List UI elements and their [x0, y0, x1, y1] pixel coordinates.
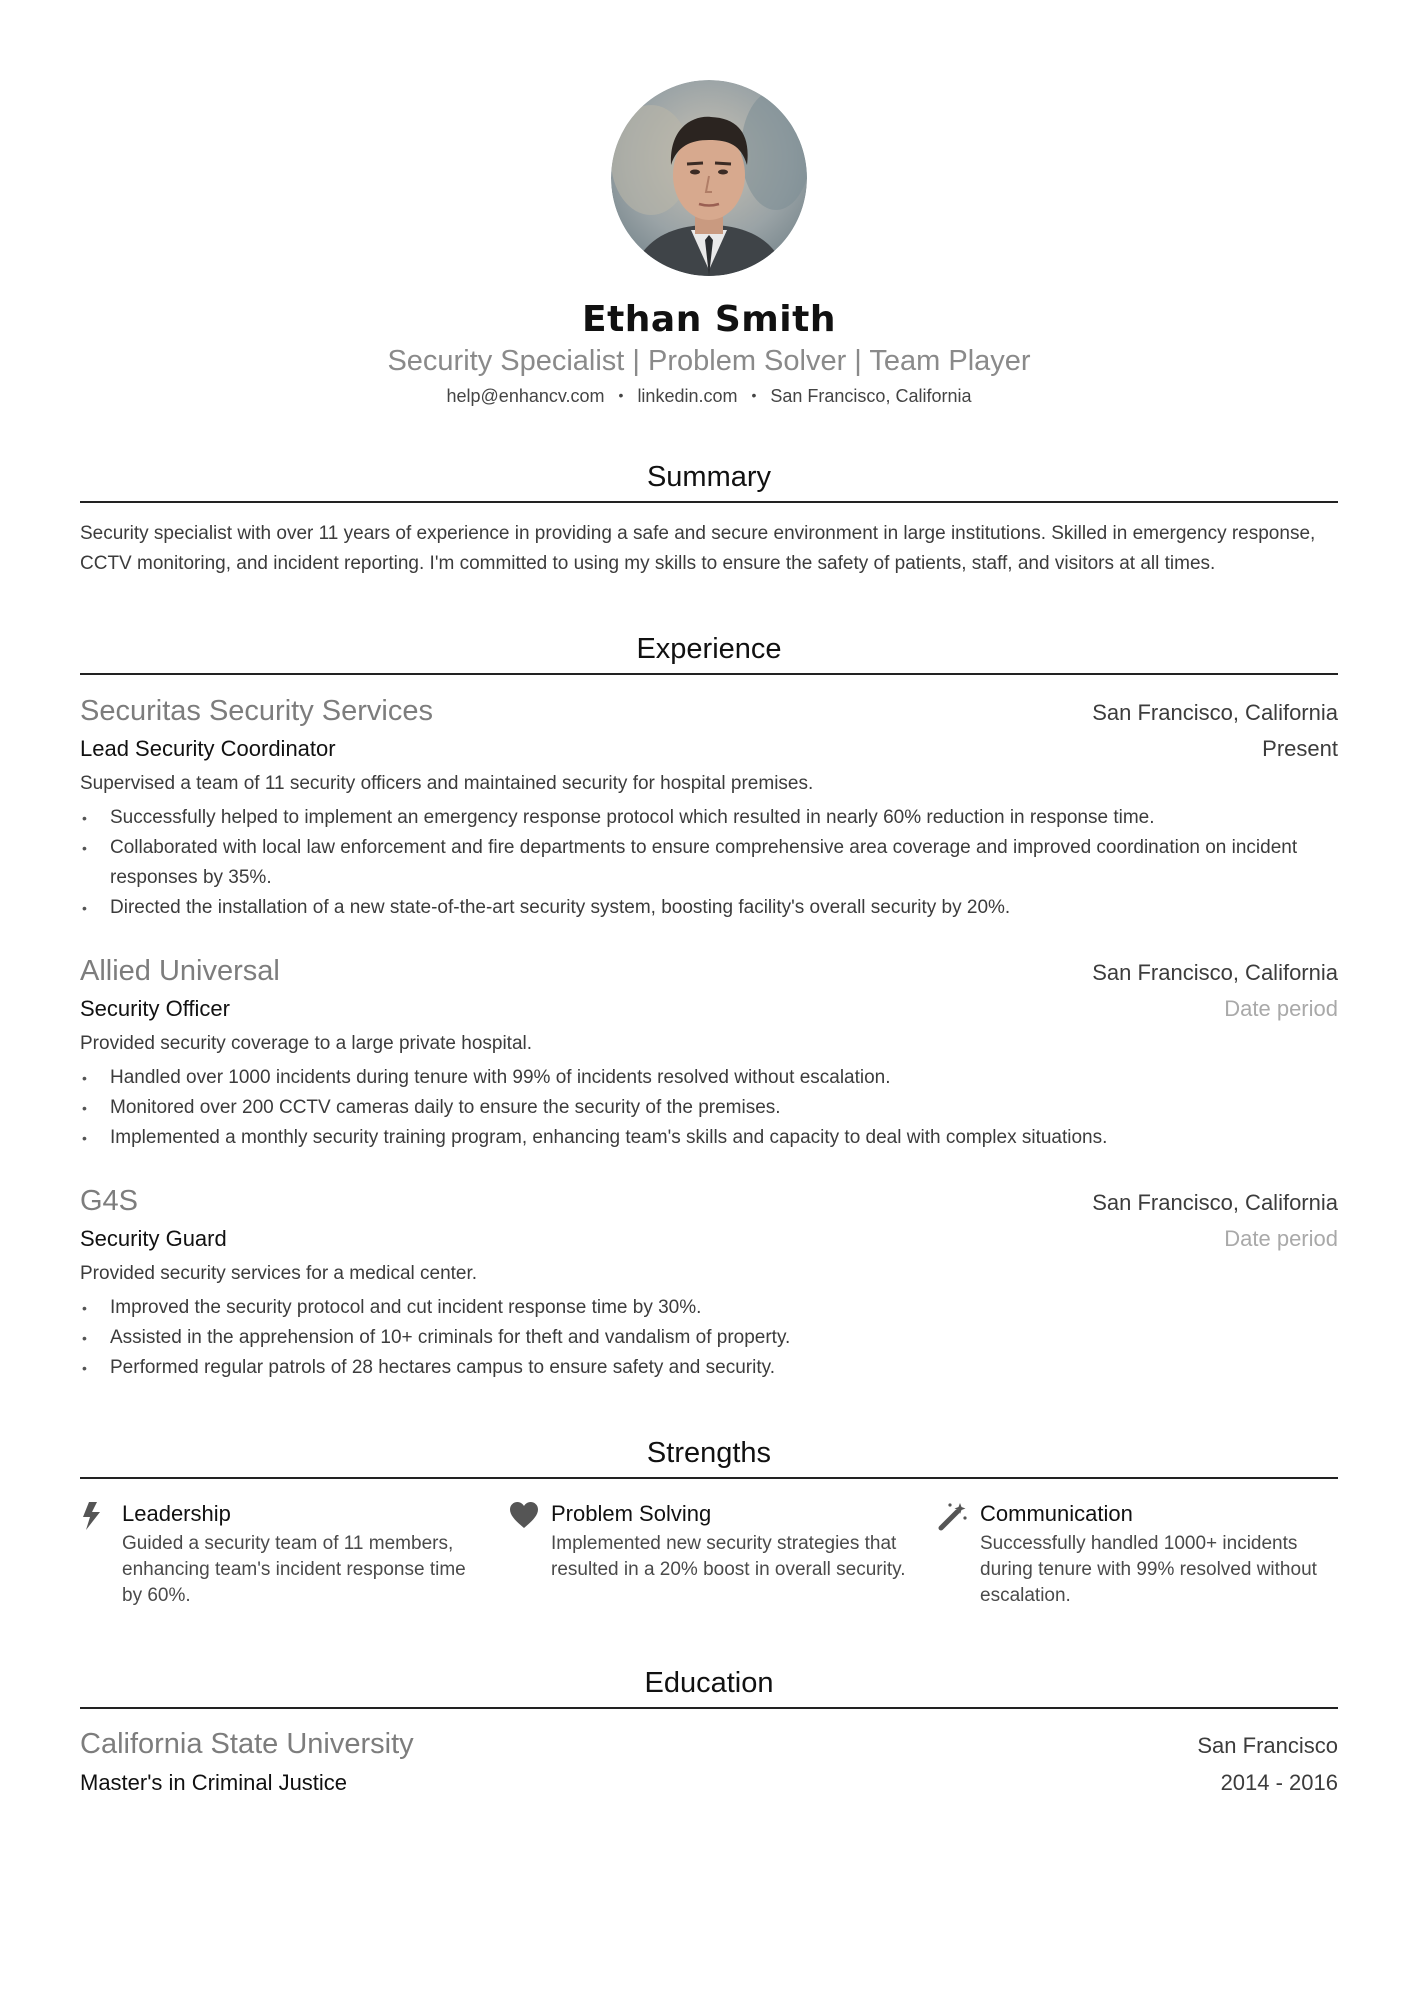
strengths-grid: [80, 1499, 1338, 1609]
location-text: San Francisco, California: [770, 386, 972, 406]
bullet-item: • Collaborated with local law enforcement and fire departments to ensure comprehensive area coverage and improved coordination on incident responses by 35%.: [80, 833, 1338, 893]
company-name: G4S: [80, 1185, 139, 1217]
company-name: Securitas Security Services: [80, 695, 433, 727]
section-title-education: Education: [80, 1665, 1338, 1709]
bullet-item: • Improved the security protocol and cut incident response time by 30%.: [80, 1293, 1338, 1323]
contact-line: [80, 384, 1338, 407]
strengths-section: [80, 1435, 1338, 1609]
bullet-item: • Assisted in the apprehension of 10+ criminals for theft and vandalism of property.: [80, 1323, 1338, 1353]
candidate-tagline: Security Specialist | Problem Solver | Team Player: [387, 345, 1031, 377]
job-role: Lead Security Coordinator: [80, 736, 336, 761]
job-location: San Francisco, California: [1092, 700, 1338, 725]
section-title-strengths: Strengths: [80, 1435, 1338, 1479]
school-location: San Francisco: [1197, 1733, 1338, 1758]
summary-section: [80, 459, 1338, 579]
job-description: Provided security coverage to a large private hospital.: [80, 1033, 533, 1054]
job-location: San Francisco, California: [1092, 1190, 1338, 1215]
school-name: California State University: [80, 1728, 414, 1760]
magic-wand-icon: [938, 1499, 980, 1609]
job-date: Date period: [1224, 1226, 1338, 1251]
section-title-summary: Summary: [80, 459, 1338, 503]
strength-description: Successfully handled 1000+ incidents during tenure with 99% resolved without escalation.: [980, 1533, 1317, 1606]
candidate-name: Ethan Smith: [581, 299, 836, 340]
bullet-item: • Performed regular patrols of 28 hectares campus to ensure safety and security.: [80, 1353, 1338, 1383]
bullet-item: • Handled over 1000 incidents during tenure with 99% of incidents resolved without escalation.: [80, 1063, 1338, 1093]
strength-description: Implemented new security strategies that resulted in a 20% boost in overall security.: [551, 1533, 906, 1580]
degree-name: Master's in Criminal Justice: [80, 1770, 348, 1795]
strength-item: [938, 1499, 1338, 1609]
strength-title: Leadership: [122, 1501, 231, 1526]
education-section: [80, 1665, 1338, 1802]
separator-dot: •: [618, 387, 624, 403]
strength-description: Guided a security team of 11 members, enhancing team's incident response time by 60%.: [122, 1533, 466, 1606]
strength-item: [509, 1499, 909, 1609]
strength-title: Problem Solving: [551, 1501, 712, 1526]
resume-page: [80, 0, 1338, 1802]
experience-section: [80, 631, 1338, 1383]
heart-icon: [509, 1499, 551, 1609]
resume-header: [80, 0, 1338, 407]
job-description: Provided security services for a medical center.: [80, 1263, 478, 1284]
company-name: Allied Universal: [80, 955, 280, 987]
linkedin-link[interactable]: linkedin.com: [637, 386, 738, 406]
profile-photo: [611, 80, 807, 276]
job-bullets: [80, 1063, 1338, 1153]
strength-title: Communication: [980, 1501, 1133, 1526]
job-entry: [80, 1183, 1338, 1383]
job-description: Supervised a team of 11 security officers and maintained security for hospital premises.: [80, 773, 814, 794]
summary-text: Security specialist with over 11 years of experience in providing a safe and secure environment in large institutions. Skilled in emergency response, CCTV monitoring, and incident reporting. I'm committed to using my skills to ensure the safety of patients, staff, and visitors at all times.: [80, 523, 1316, 574]
job-bullets: [80, 803, 1338, 923]
bullet-item: • Successfully helped to implement an emergency response protocol which resulted in nearly 60% reduction in response time.: [80, 803, 1338, 833]
section-title-experience: Experience: [80, 631, 1338, 675]
email-link[interactable]: help@enhancv.com: [446, 386, 605, 406]
job-date: Date period: [1224, 996, 1338, 1021]
education-dates: 2014 - 2016: [1220, 1770, 1338, 1795]
job-location: San Francisco, California: [1092, 960, 1338, 985]
lightning-bolt-icon: [80, 1499, 122, 1609]
job-entry: [80, 693, 1338, 923]
education-entry: [80, 1725, 1338, 1802]
separator-dot: •: [751, 387, 757, 403]
job-date: Present: [1262, 736, 1338, 761]
strength-item: [80, 1499, 480, 1609]
bullet-item: • Monitored over 200 CCTV cameras daily to ensure the security of the premises.: [80, 1093, 1338, 1123]
job-entry: [80, 953, 1338, 1153]
job-role: Security Officer: [80, 996, 230, 1021]
bullet-item: • Implemented a monthly security training program, enhancing team's skills and capacity to deal with complex situations.: [80, 1123, 1338, 1153]
job-role: Security Guard: [80, 1226, 227, 1251]
job-bullets: [80, 1293, 1338, 1383]
bullet-item: • Directed the installation of a new state-of-the-art security system, boosting facility's overall security by 20%.: [80, 893, 1338, 923]
